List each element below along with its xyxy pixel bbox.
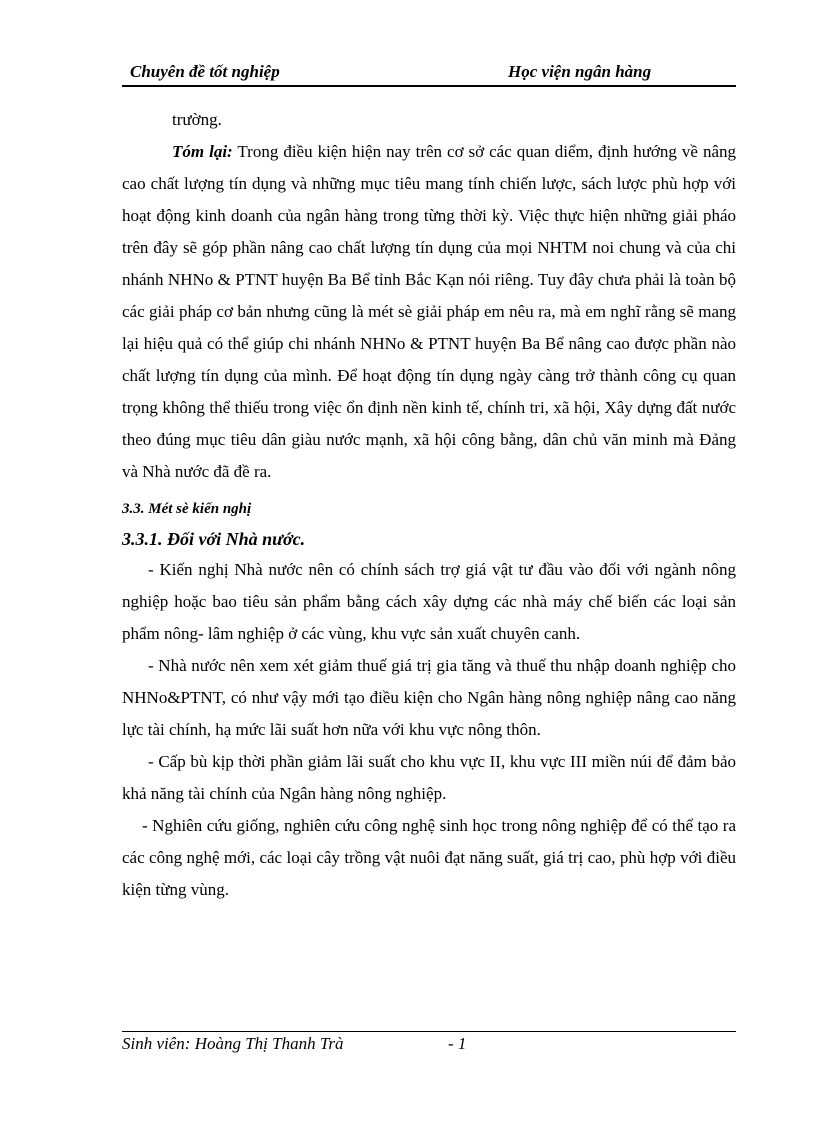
footer-student-name: Sinh viên: Hoàng Thị Thanh Trà [122, 1034, 344, 1053]
list-item: - Cấp bù kịp thời phần giảm lãi suất cho khu vực II, khu vực III miền núi để đảm bảo khả năng tài chính của Ngân hàng nông nghiệp. [122, 752, 736, 803]
list-item: - Kiến nghị Nhà nước nên có chính sách trợ giá vật tư đầu vào đối với ngành nông nghiệp hoặc bao tiêu sản phẩm bằng cách xây dựng các nhà máy chế biến các loại sản phẩm nông- lâm nghiệp ở các vùng, khu vực sản xuất chuyên canh. [122, 560, 736, 643]
paragraph-continuation: trường. [172, 110, 222, 129]
header-document-type: Chuyên đề tốt nghiệp [130, 62, 280, 81]
summary-lead: Tóm lại: [172, 142, 233, 161]
page-header [122, 59, 736, 87]
subsection-heading: 3.3.1. Đối với Nhà nước. [122, 529, 306, 549]
section-heading: 3.3. Mét sè kiến nghị [122, 501, 252, 517]
list-item: - Nhà nước nên xem xét giảm thuế giá trị gia tăng và thuế thu nhập doanh nghiệp cho NHNo&PTNT, có như vậy mới tạo điều kiện cho Ngân hàng nông nghiệp nâng cao năng lực tài chính, hạ mức lãi suất hơn nữa với khu vực nông thôn. [122, 656, 736, 739]
page-footer [122, 1031, 736, 1053]
document-body [122, 104, 736, 906]
summary-paragraph [122, 136, 736, 488]
page-number: - 1 [448, 1034, 467, 1053]
summary-text: Trong điều kiện hiện nay trên cơ sở các quan diểm, định hướng về nâng cao chất lượng tín dụng và những mục tiêu mang tính chiến lược, sách lược phù hợp với hoạt động kinh doanh của ngân hàng trong từng thời kỳ. Việc thực hiện những giải pháo trên đây sẽ góp phần nâng cao chất lượng tín dụng của mọi NHTM noi chung và của chi nhánh NHNo & PTNT huyện Ba Bể tỉnh Bắc Kạn nói riêng. Tuy đây chưa phải là toàn bộ các giải pháp cơ bản nhưng cũng là mét sè giải pháp em nêu ra, mà em nghĩ rằng sẽ mang lại hiệu quả có thể giúp chi nhánh NHNo & PTNT huyện Ba Bể nâng cao được phần nào chất lượng tín dụng của mình. Để hoạt động tín dụng ngày càng trở thành công cụ quan trọng không thể thiếu trong việc ổn định nền kinh tế, chính tri, xã hội, Xây dựng đất nước theo đúng mục tiêu dân giàu nước mạnh, xã hội công bằng, dân chủ văn minh mà Đảng và Nhà nước đã đề ra. [122, 142, 736, 481]
header-institution: Học viện ngân hàng [508, 62, 652, 81]
list-item: - Nghiên cứu giống, nghiên cứu công nghệ sinh học trong nông nghiệp để có thể tạo ra các công nghệ mới, các loại cây trồng vật nuôi đạt năng suất, giá trị cao, phù hợp với điều kiện từng vùng. [122, 816, 736, 899]
